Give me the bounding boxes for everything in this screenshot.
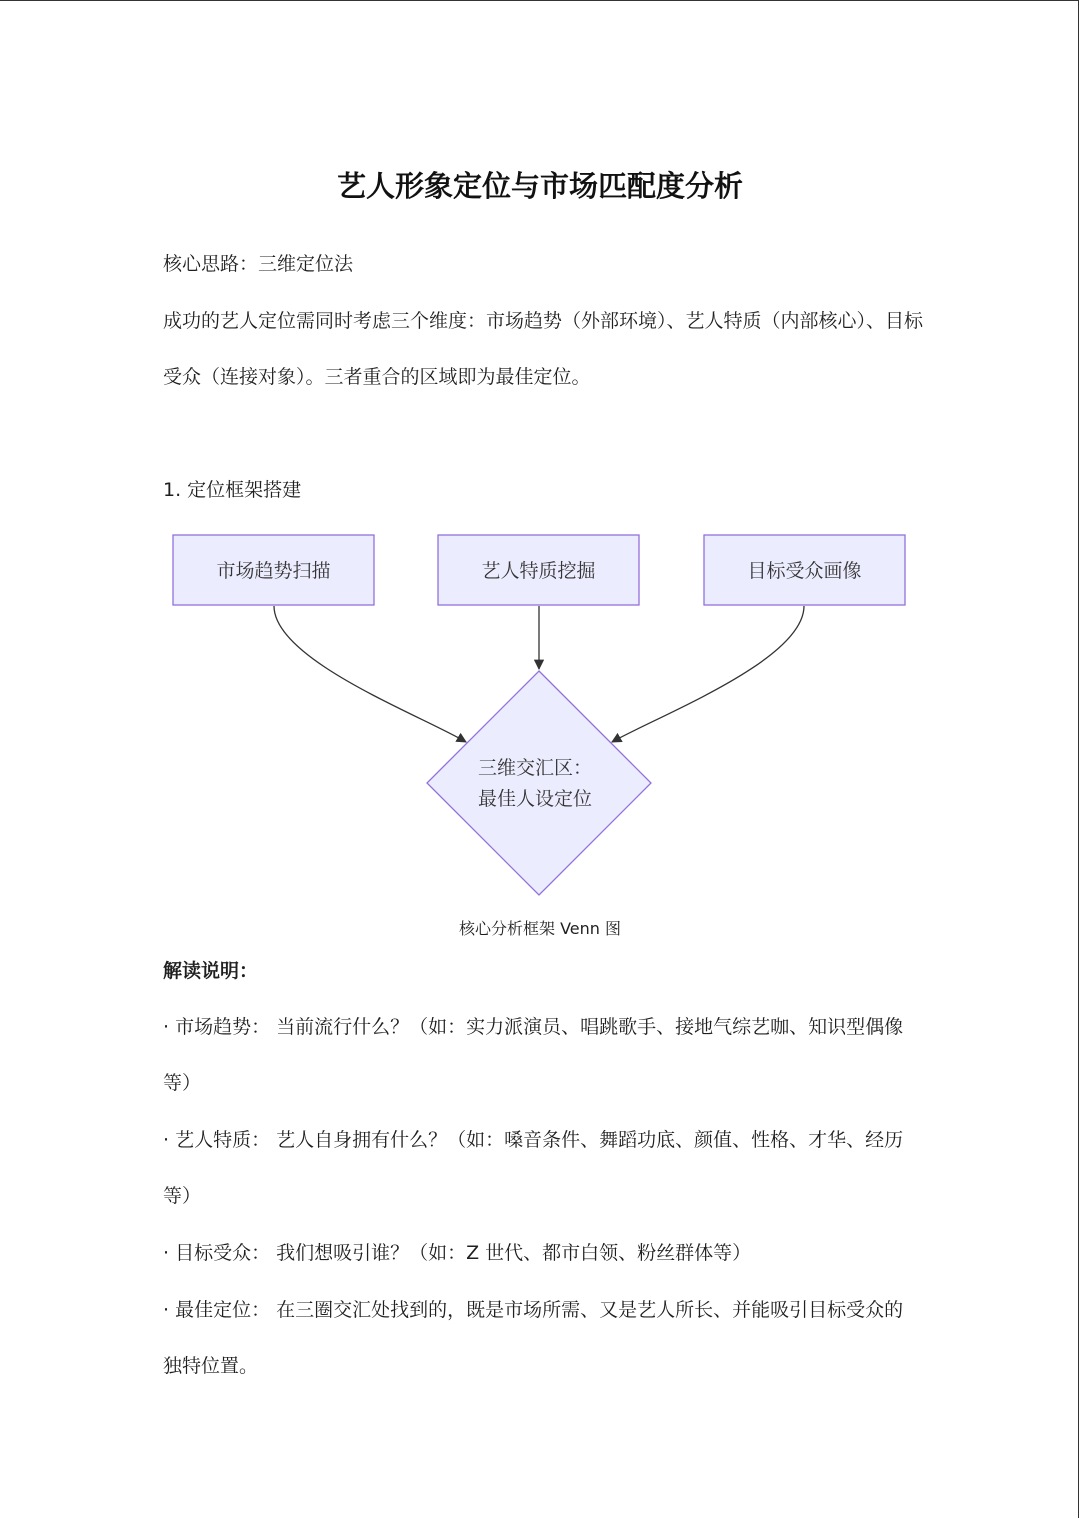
bullet-artist-trait: · 艺人特质： 艺人自身拥有什么？（如：嗓音条件、舞蹈功底、颜值、性格、才华、经历	[163, 1129, 904, 1151]
document-title: 艺人形象定位与市场匹配度分析	[336, 169, 743, 203]
node-artist-trait-mining-label: 艺人特质挖掘	[481, 560, 596, 582]
node-best-positioning-line2: 最佳人设定位	[478, 788, 593, 810]
explain-heading: 解读说明：	[163, 960, 259, 982]
bullet-market-trend: · 市场趋势： 当前流行什么？（如：实力派演员、唱跳歌手、接地气综艺咖、知识型偶像	[163, 1016, 904, 1038]
bullet-best-positioning-cont: 独特位置。	[163, 1355, 259, 1377]
node-market-trend-scan	[173, 535, 374, 605]
intro-line-1: 成功的艺人定位需同时考虑三个维度：市场趋势（外部环境）、艺人特质（内部核心）、目标	[163, 310, 924, 332]
node-target-audience-profile	[704, 535, 905, 605]
bullet-market-trend-cont: 等）	[163, 1072, 202, 1094]
positioning-flowchart	[0, 520, 1080, 920]
node-best-positioning-line1: 三维交汇区：	[478, 757, 593, 779]
section-1-heading: 1. 定位框架搭建	[163, 479, 302, 501]
bullet-target-audience: · 目标受众： 我们想吸引谁？（如：Z 世代、都市白领、粉丝群体等）	[163, 1242, 752, 1264]
bullet-artist-trait-cont: 等）	[163, 1185, 202, 1207]
intro-line-2: 受众（连接对象）。三者重合的区域即为最佳定位。	[163, 366, 591, 388]
node-artist-trait-mining	[438, 535, 639, 605]
node-target-audience-profile-label: 目标受众画像	[747, 560, 862, 582]
core-idea-heading: 核心思路：三维定位法	[163, 253, 354, 275]
node-market-trend-scan-label: 市场趋势扫描	[216, 560, 331, 582]
edge-audience-to-center	[612, 606, 804, 742]
diagram-caption: 核心分析框架 Venn 图	[458, 919, 621, 938]
node-best-positioning	[427, 671, 651, 895]
edge-market-to-center	[274, 606, 466, 742]
bullet-best-positioning: · 最佳定位： 在三圈交汇处找到的，既是市场所需、又是艺人所长、并能吸引目标受众的	[163, 1299, 904, 1321]
